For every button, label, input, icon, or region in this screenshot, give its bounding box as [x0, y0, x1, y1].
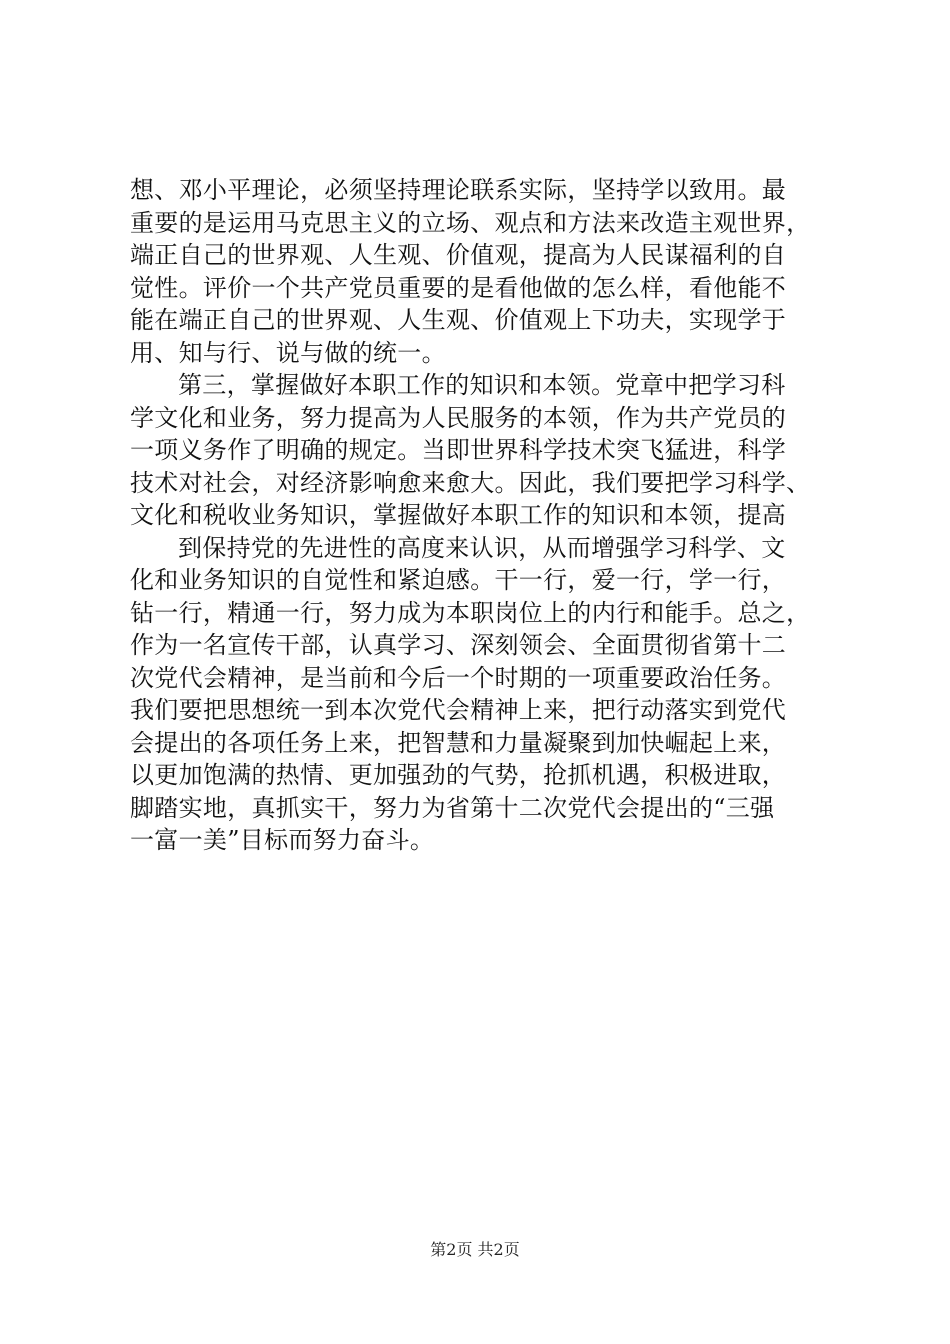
- text-line: 觉性。评价一个共产党员重要的是看他做的怎么样，看他能不: [130, 273, 787, 302]
- text-line: 脚踏实地，真抓实干，努力为省第十二次党代会提出的“三强: [130, 793, 775, 822]
- text-line: 作为一名宣传干部，认真学习、深刻领会、全面贯彻省第十二: [130, 631, 787, 659]
- text-line: 端正自己的世界观、人生观、价值观，提高为人民谋福利的自: [130, 241, 787, 269]
- text-line: 一富一美”目标而努力奋斗。: [130, 826, 435, 854]
- text-line: 能在端正自己的世界观、人生观、价值观上下功夫，实现学于: [130, 306, 787, 334]
- text-line: 次党代会精神，是当前和今后一个时期的一项重要政治任务。: [130, 663, 787, 692]
- text-line: 用、知与行、说与做的统一。: [130, 338, 446, 367]
- text-line: 到保持党的先进性的高度来认识，从而增强学习科学、文: [178, 533, 786, 562]
- text-line: 第三，掌握做好本职工作的知识和本领。党章中把学习科: [178, 371, 786, 399]
- text-line: 钻一行，精通一行，努力成为本职岗位上的内行和能手。总之，: [130, 598, 811, 627]
- text-line: 想、邓小平理论，必须坚持理论联系实际，坚持学以致用。最: [130, 176, 787, 204]
- text-line: 化和业务知识的自觉性和紧迫感。干一行，爱一行，学一行，: [130, 566, 787, 594]
- text-line: 会提出的各项任务上来，把智慧和力量凝聚到加快崛起上来，: [130, 728, 787, 757]
- text-line: 学文化和业务，努力提高为人民服务的本领，作为共产党员的: [130, 403, 787, 432]
- page-footer: 第2页 共2页: [430, 1240, 520, 1259]
- text-line: 一项义务作了明确的规定。当即世界科学技术突飞猛进，科学: [130, 436, 787, 464]
- text-line: 文化和税收业务知识，掌握做好本职工作的知识和本领，提高: [130, 501, 787, 529]
- text-line: 重要的是运用马克思主义的立场、观点和方法来改造主观世界，: [130, 208, 811, 237]
- text-line: 技术对社会，对经济影响愈来愈大。因此，我们要把学习科学、: [130, 468, 811, 497]
- text-line: 以更加饱满的热情、更加强劲的气势，抢抓机遇，积极进取，: [130, 761, 787, 789]
- body-text: [130, 174, 830, 857]
- text-line: 我们要把思想统一到本次党代会精神上来，把行动落实到党代: [130, 696, 787, 724]
